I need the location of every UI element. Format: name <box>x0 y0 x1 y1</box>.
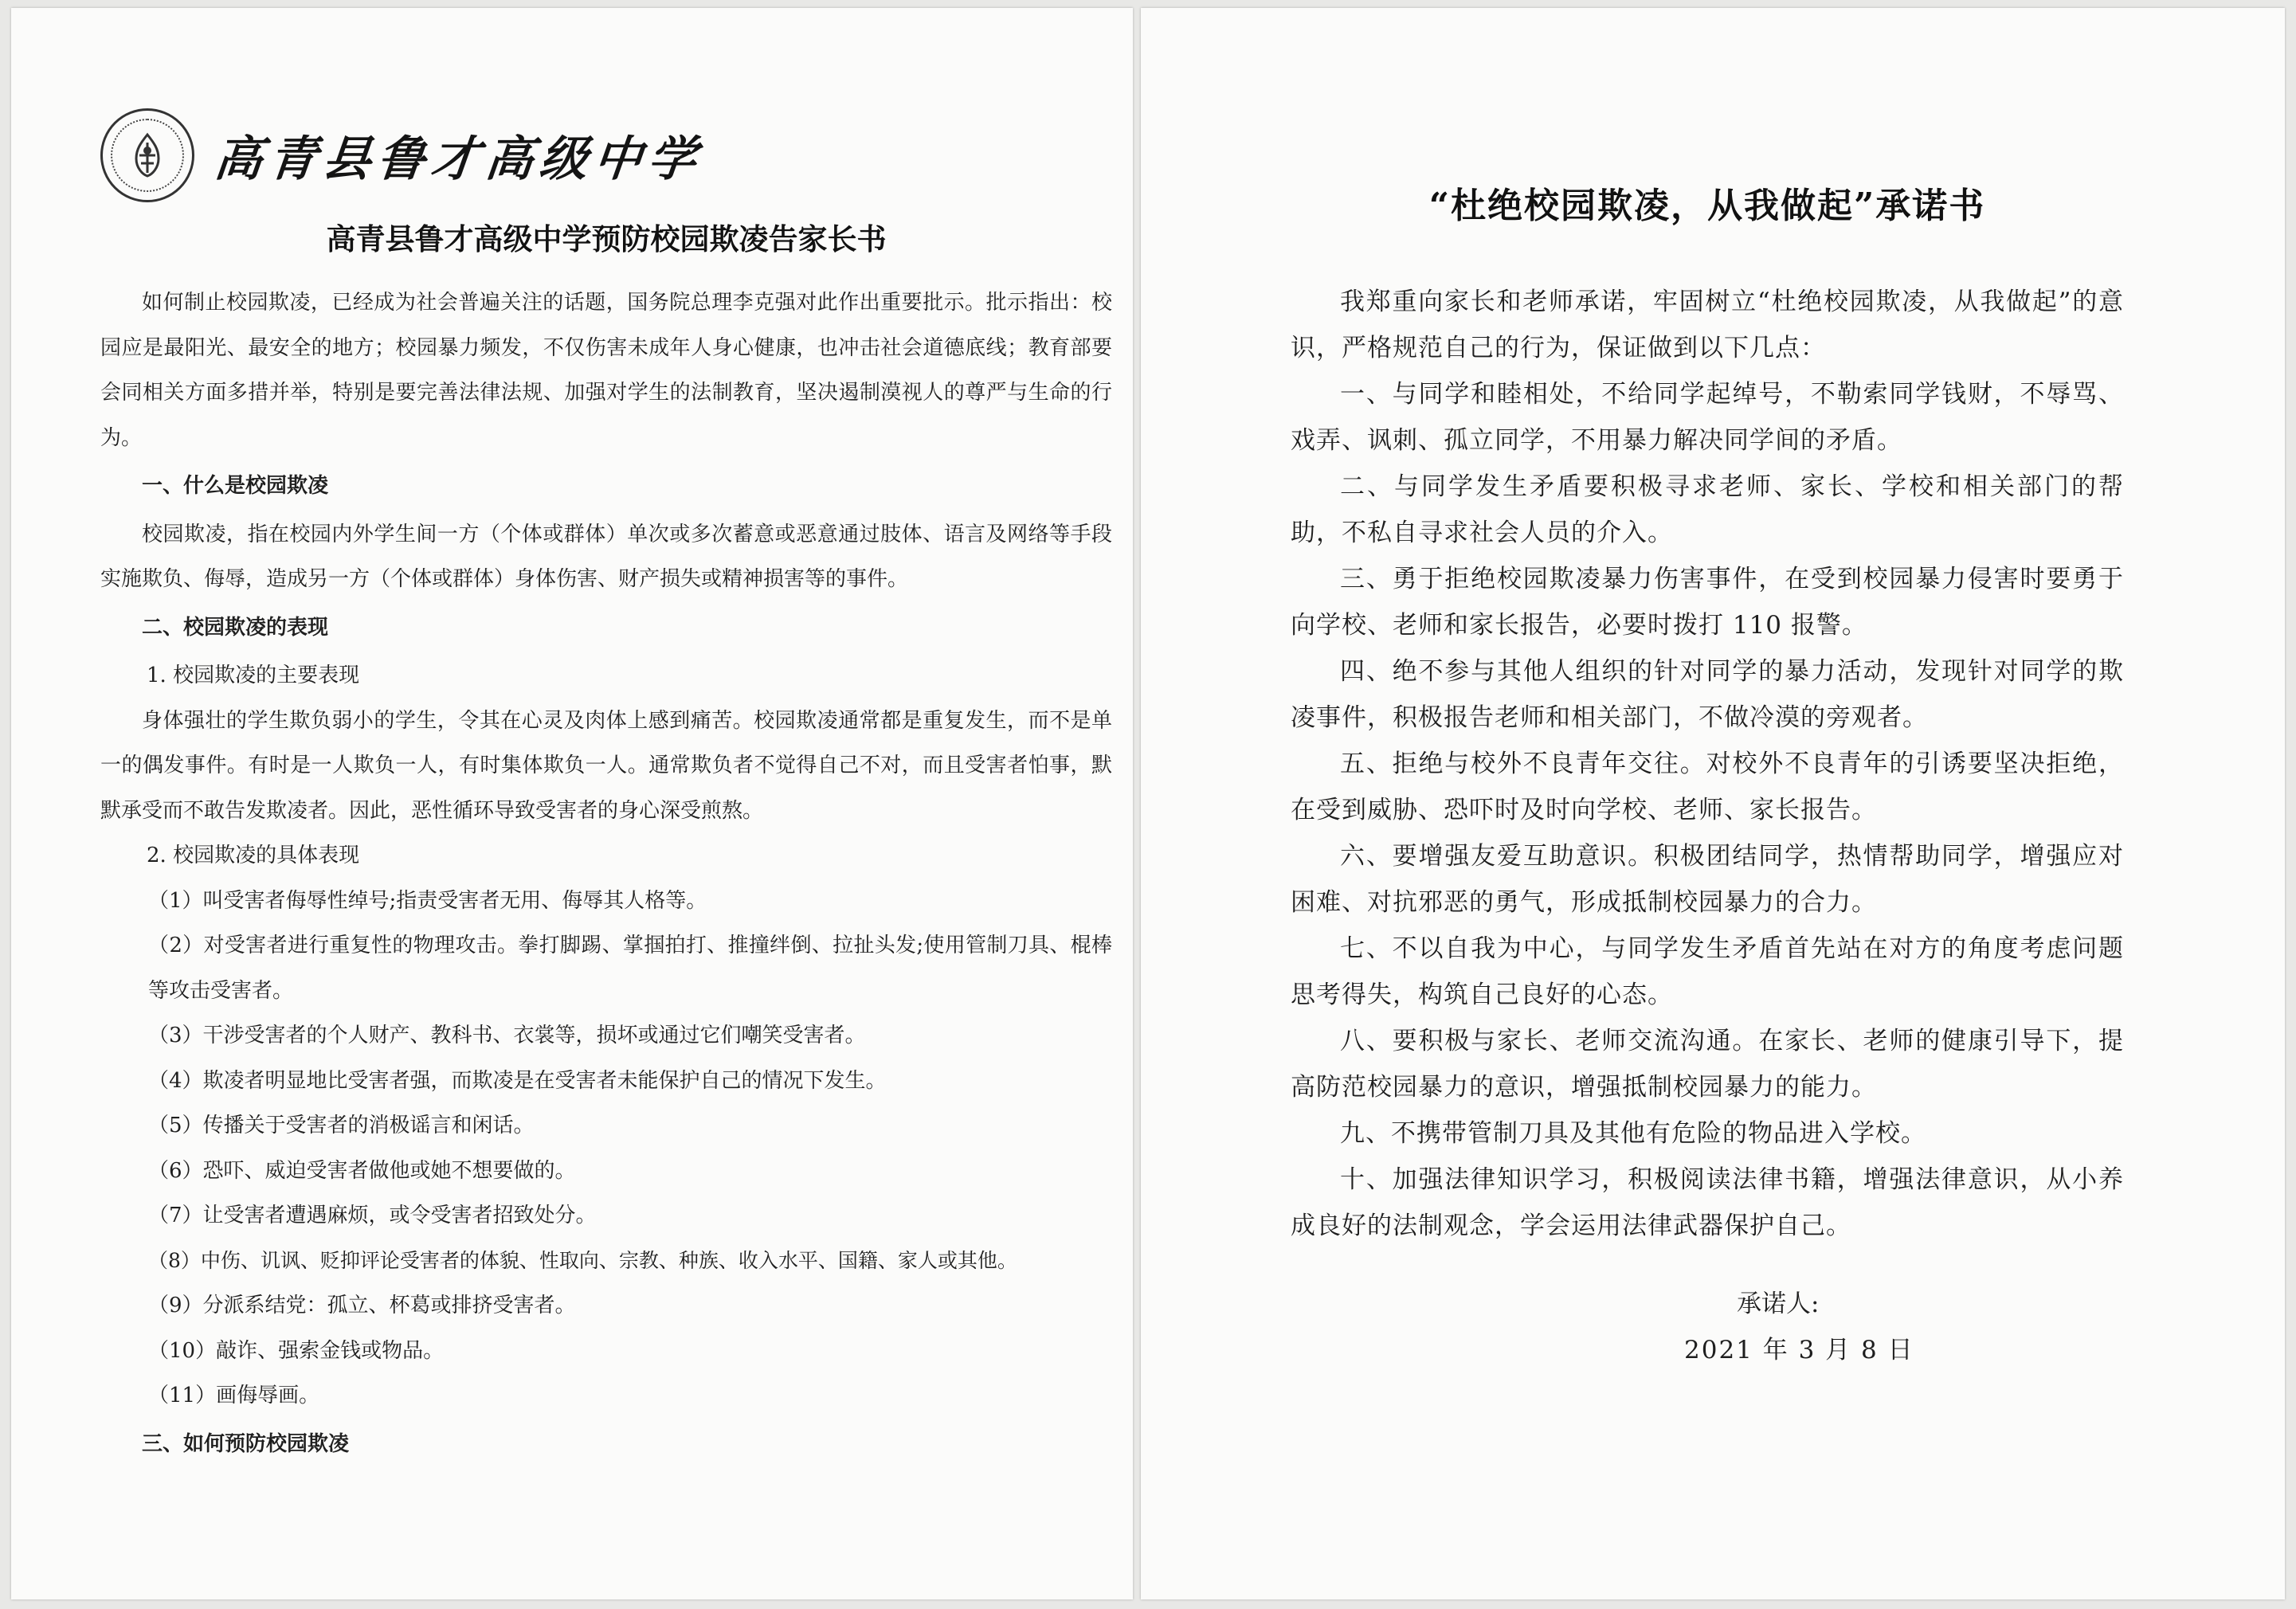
list-item: （2）对受害者进行重复性的物理攻击。拳打脚踢、掌掴拍打、推撞绊倒、拉扯头发;使用管制刀具、棍棒等攻击受害者。 <box>148 934 1112 1003</box>
school-header <box>100 104 1112 207</box>
pledge-item: 二、与同学发生矛盾要积极寻求老师、家长、学校和相关部门的帮助，不私自寻求社会人员的介入。 <box>1291 472 2124 547</box>
right-page-pledge <box>1141 8 2285 1599</box>
right-page-content <box>1291 177 2124 1373</box>
list-item: （3）干涉受害者的个人财产、教科书、衣裳等，损坏或通过它们嘲笑受害者。 <box>148 1024 866 1047</box>
section-heading-2: 二、校园欺凌的表现 <box>142 615 329 640</box>
list-item: （7）让受害者遭遇麻烦，或令受害者招致处分。 <box>148 1204 597 1227</box>
section1-text: 校园欺凌，指在校园内外学生间一方（个体或群体）单次或多次蓄意或恶意通过肢体、语言及网络等手段实施欺负、侮辱，造成另一方（个体或群体）身体伤害、财产损失或精神损害等的事件。 <box>100 522 1112 591</box>
school-name: 高青县鲁才高级中学 <box>211 131 706 187</box>
pledge-date: 2021 年 3 月 8 日 <box>1684 1336 1914 1364</box>
pledge-item: 一、与同学和睦相处，不给同学起绰号，不勒索同学钱财，不辱骂、戏弄、讽刺、孤立同学，不用暴力解决同学间的矛盾。 <box>1291 380 2124 455</box>
list-item: （11）画侮辱画。 <box>148 1384 320 1407</box>
list-item: （10）敲诈、强索金钱或物品。 <box>148 1338 445 1363</box>
section-heading-1: 一、什么是校园欺凌 <box>142 474 329 498</box>
list-item: （8）中伤、讥讽、贬抑评论受害者的体貌、性取向、宗教、种族、收入水平、国籍、家人或其他。 <box>148 1248 1017 1272</box>
section-heading-3: 三、如何预防校园欺凌 <box>142 1431 350 1456</box>
pledge-item: 九、不携带管制刀具及其他有危险的物品进入学校。 <box>1340 1119 1926 1148</box>
subsection-heading-2: 2. 校园欺凌的具体表现 <box>147 844 360 867</box>
pledge-item: 六、要增强友爱互助意识。积极团结同学，热情帮助同学，增强应对困难、对抗邪恶的勇气，形成抵制校园暴力的合力。 <box>1291 842 2124 917</box>
subsection-heading-1: 1. 校园欺凌的主要表现 <box>147 664 360 687</box>
pledge-paragraph: 我郑重向家长和老师承诺，牢固树立“杜绝校园欺凌，从我做起”的意识，严格规范自己的行为，保证做到以下几点： <box>1291 288 2124 362</box>
list-item: （9）分派系结党：孤立、杯葛或排挤受害者。 <box>148 1294 576 1317</box>
school-emblem-icon <box>125 131 170 179</box>
list-item: （6）恐吓、威迫受害者做他或她不想要做的。 <box>148 1158 576 1183</box>
subsection1-text: 身体强壮的学生欺负弱小的学生，令其在心灵及肉体上感到痛苦。校园欺凌通常都是重复发生，而不是单一的偶发事件。有时是一人欺负一人，有时集体欺负一人。通常欺负者不觉得自己不对，而且受害者怕事，默默承受而不敢告发欺凌者。因此，恶性循环导致受害者的身心深受煎熬。 <box>100 708 1112 823</box>
left-page-content <box>100 104 1112 1470</box>
signature-label: 承诺人: <box>1737 1290 1820 1318</box>
left-page-notice-to-parents <box>11 8 1133 1599</box>
pledge-item: 七、不以自我为中心，与同学发生矛盾首先站在对方的角度考虑问题思考得失，构筑自己良好的心态。 <box>1291 934 2124 1009</box>
pledge-item: 四、绝不参与其他人组织的针对同学的暴力活动，发现针对同学的欺凌事件，积极报告老师和相关部门，不做冷漠的旁观者。 <box>1291 657 2124 732</box>
pledge-item: 八、要积极与家长、老师交流沟通。在家长、老师的健康引导下，提高防范校园暴力的意识，增强抵制校园暴力的能力。 <box>1291 1027 2124 1102</box>
list-item: （5）传播关于受害者的消极谣言和闲话。 <box>148 1114 535 1137</box>
pledge-title: “杜绝校园欺凌，从我做起”承诺书 <box>1428 186 1986 226</box>
list-item: （4）欺凌者明显地比受害者强，而欺凌是在受害者未能保护自己的情况下发生。 <box>148 1068 887 1093</box>
list-item: （1）叫受害者侮辱性绰号;指责受害者无用、侮辱其人格等。 <box>148 888 707 913</box>
pledge-item: 三、勇于拒绝校园欺凌暴力伤害事件，在受到校园暴力侵害时要勇于向学校、老师和家长报告，必要时拨打 110 报警。 <box>1291 565 2124 640</box>
pledge-item: 十、加强法律知识学习，积极阅读法律书籍，增强法律意识，从小养成良好的法制观念，学会运用法律武器保护自己。 <box>1291 1165 2124 1240</box>
school-seal-icon <box>100 108 194 202</box>
notice-title: 高青县鲁才高级中学预防校园欺凌告家长书 <box>326 222 887 256</box>
intro-paragraph: 如何制止校园欺凌，已经成为社会普遍关注的话题，国务院总理李克强对此作出重要批示。批示指出：校园应是最阳光、最安全的地方；校园暴力频发，不仅伤害未成年人身心健康，也冲击社会道德底线；教育部要会同相关方面多措并举，特别是要完善法律法规、加强对学生的法制教育，坚决遏制漠视人的尊严与生命的行为。 <box>100 291 1112 450</box>
pledge-item: 五、拒绝与校外不良青年交往。对校外不良青年的引诱要坚决拒绝，在受到威胁、恐吓时及时向学校、老师、家长报告。 <box>1291 750 2124 824</box>
